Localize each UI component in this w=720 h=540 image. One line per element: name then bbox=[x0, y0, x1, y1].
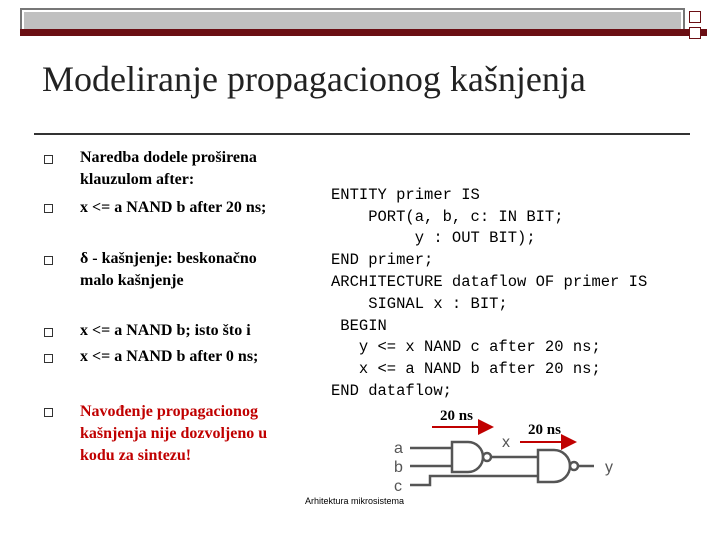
bullet-line: δ - kašnjenje: beskonačno bbox=[80, 250, 257, 267]
bullet-marker bbox=[44, 256, 53, 265]
bullet-text-4 bbox=[80, 320, 251, 342]
code-line: y <= x NAND c after 20 ns; bbox=[331, 338, 601, 357]
bullet-marker bbox=[44, 328, 53, 337]
signal-b-label: b bbox=[394, 459, 403, 476]
signal-x-label: x bbox=[502, 434, 510, 451]
bullet-line: Navođenje propagacionog bbox=[80, 403, 258, 420]
bullet-marker bbox=[44, 155, 53, 164]
signal-a-label: a bbox=[394, 440, 403, 457]
bullet-line: kodu za sintezu! bbox=[80, 447, 192, 464]
code-line: ENTITY primer IS bbox=[331, 185, 480, 204]
corner-square-bottom bbox=[689, 27, 701, 39]
bullet-text-2 bbox=[80, 197, 266, 219]
code-line: ARCHITECTURE dataflow OF primer IS bbox=[331, 272, 648, 291]
slide-title: Modeliranje propagacionog kašnjenja bbox=[42, 59, 586, 99]
nand-circuit-diagram bbox=[380, 410, 640, 495]
code-line: PORT(a, b, c: IN BIT; bbox=[331, 207, 564, 226]
bullet-line: x <= a NAND b after 20 ns; bbox=[80, 199, 267, 216]
nand-gate-1 bbox=[452, 442, 483, 472]
bullet-text-3 bbox=[80, 248, 257, 292]
code-line: END primer; bbox=[331, 251, 434, 270]
code-line: END dataflow; bbox=[331, 381, 452, 400]
corner-square-top bbox=[689, 11, 701, 23]
title-underline bbox=[34, 133, 690, 135]
bullet-marker bbox=[44, 354, 53, 363]
bullet-line: kašnjenja nije dozvoljeno u bbox=[80, 425, 268, 442]
code-line: BEGIN bbox=[331, 316, 387, 335]
nand-bubble-1 bbox=[483, 453, 491, 461]
code-line: SIGNAL x : BIT; bbox=[331, 294, 508, 313]
vhdl-code-block bbox=[331, 163, 647, 425]
signal-y-label: y bbox=[605, 459, 613, 476]
bullet-text-1 bbox=[80, 147, 257, 191]
code-line: x <= a NAND b after 20 ns; bbox=[331, 360, 601, 379]
header-stripe bbox=[20, 29, 707, 36]
nand-bubble-2 bbox=[570, 462, 578, 470]
bullet-line: x <= a NAND b; isto što i bbox=[80, 322, 251, 339]
bullet-line: malo kašnjenje bbox=[80, 272, 184, 289]
wire-c bbox=[410, 476, 538, 485]
bullet-text-6 bbox=[80, 401, 267, 467]
footer-text: Arhitektura mikrosistema bbox=[305, 496, 405, 506]
signal-c-label: c bbox=[394, 478, 402, 495]
delay-label-2: 20 ns bbox=[528, 422, 561, 438]
bullet-line: Naredba dodele proširena bbox=[80, 149, 257, 166]
nand-gate-2 bbox=[538, 450, 570, 482]
bullet-line: klauzulom after: bbox=[80, 171, 195, 188]
bullet-line: x <= a NAND b after 0 ns; bbox=[80, 348, 259, 365]
bullet-marker bbox=[44, 408, 53, 417]
code-line: y : OUT BIT); bbox=[331, 229, 536, 248]
bullet-text-5 bbox=[80, 346, 258, 368]
bullet-marker bbox=[44, 204, 53, 213]
delay-label-1: 20 ns bbox=[440, 408, 473, 424]
